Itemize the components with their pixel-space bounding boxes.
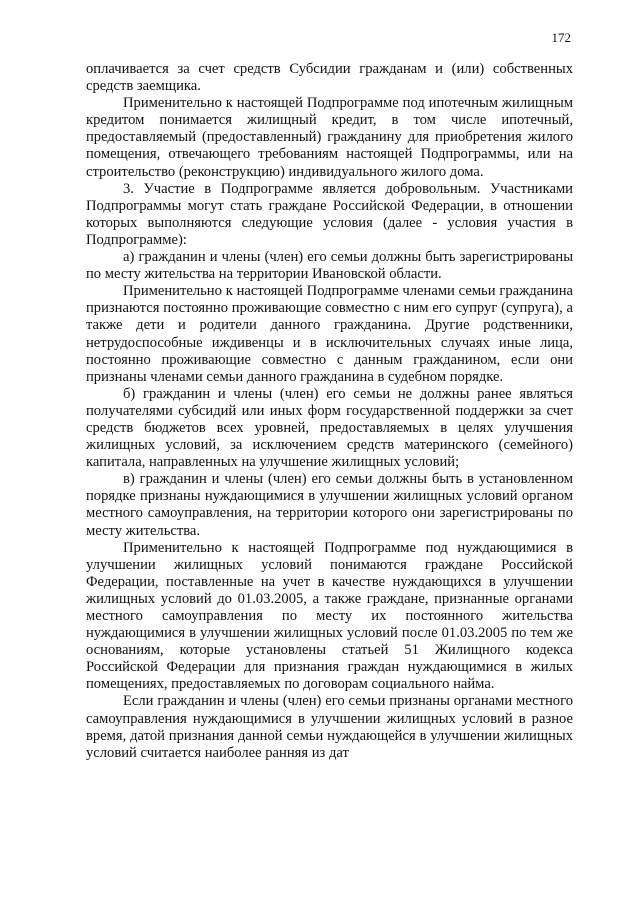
paragraph-needy-definition: Применительно к настоящей Подпрограмме под нуждающимися в улучшении жилищных условий понимаются граждане Российской Федерации, поставленные на учет в качестве нуждающихся в улучшении жилищных условий до 01.03.2005, а также граждане, признанные органами местного самоуправления по месту их постоянного жительства нуждающимися в улучшении жилищных условий после 01.03.2005 по тем же основаниям, которые установлены статьей 51 Жилищного кодекса Российской Федерации для признания граждан нуждающимися в жилых помещениях, предоставляемых по договорам социального найма. <box>86 539 573 693</box>
document-body <box>86 61 573 762</box>
paragraph-mortgage-definition: Применительно к настоящей Подпрограмме под ипотечным жилищным кредитом понимается жилищный кредит, в том числе ипотечный, предоставляемый (предоставленный) гражданину для приобретения жилого помещения, отвечающего требованиям настоящей Подпрограммы, или на строительство (реконструкцию) индивидуального жилого дома. <box>86 95 573 180</box>
paragraph-continuation: оплачивается за счет средств Субсидии гражданам и (или) собственных средств заемщика. <box>86 61 573 95</box>
page-number: 172 <box>551 30 571 45</box>
paragraph-condition-a: а) гражданин и члены (член) его семьи должны быть зарегистрированы по месту жительства на территории Ивановской области. <box>86 249 573 283</box>
paragraph-family-members-definition: Применительно к настоящей Подпрограмме членами семьи гражданина признаются постоянно проживающие совместно с ним его супруг (супруга), а также дети и родители данного гражданина. Другие родственники, нетрудоспособные иждивенцы и в исключительных случаях иные лица, постоянно проживающие совместно с данным гражданином, если они признаны членами семьи данного гражданина в судебном порядке. <box>86 283 573 385</box>
paragraph-condition-v: в) гражданин и члены (член) его семьи должны быть в установленном порядке признаны нуждающимися в улучшении жилищных условий органом местного самоуправления, на территории которого они зарегистрированы по месту жительства. <box>86 471 573 539</box>
paragraph-participation-conditions: 3. Участие в Подпрограмме является добровольным. Участниками Подпрограммы могут стать граждане Российской Федерации, в отношении которых выполняются следующие условия (далее - условия участия в Подпрограмме): <box>86 180 573 248</box>
paragraph-recognition-date: Если гражданин и члены (член) его семьи признаны органами местного самоуправления нуждающимися в улучшении жилищных условий в разное время, датой признания данной семьи нуждающейся в улучшении жилищных условий считается наиболее ранняя из дат <box>86 693 573 761</box>
paragraph-condition-b: б) гражданин и члены (член) его семьи не должны ранее являться получателями субсидий или иных форм государственной поддержки за счет средств бюджетов всех уровней, предоставляемых в целях улучшения жилищных условий, за исключением средств материнского (семейного) капитала, направленных на улучшение жилищных условий; <box>86 385 573 471</box>
